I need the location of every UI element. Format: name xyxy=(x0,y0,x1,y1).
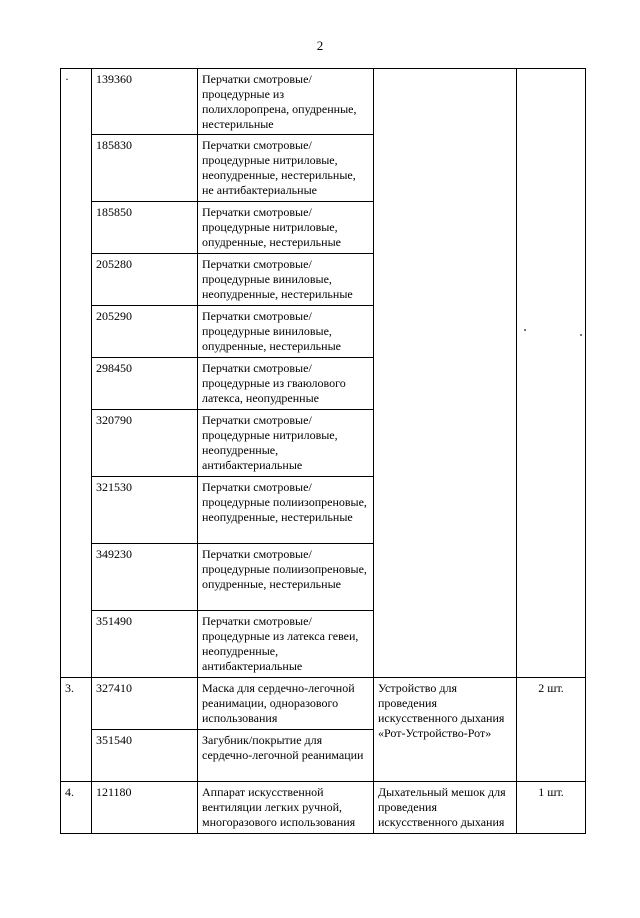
description-cell: Дыхательный мешок для проведения искусственного дыхания xyxy=(374,782,517,834)
item-code-cell: 121180 xyxy=(92,782,198,834)
item-code-cell: 349230 xyxy=(92,544,198,611)
item-name-cell: Маска для сердечно-легочной реанимации, одноразового использования xyxy=(198,678,374,730)
item-name-cell: Перчатки смотровые/ процедурные виниловые, неопудренные, нестерильные xyxy=(198,254,374,306)
quantity-cell: 2 шт. xyxy=(517,678,586,782)
item-name-cell: Перчатки смотровые/ процедурные нитриловые, неопудренные, антибактериальные xyxy=(198,410,374,477)
item-name-cell: Перчатки смотровые/ процедурные полиизопреновые, неопудренные, нестерильные xyxy=(198,477,374,544)
page-number: 2 xyxy=(316,38,324,53)
item-code-cell: 205280 xyxy=(92,254,198,306)
item-code-cell: 298450 xyxy=(92,358,198,410)
quantity-cell xyxy=(517,69,586,678)
item-code-cell: 205290 xyxy=(92,306,198,358)
row-number-cell: 3. xyxy=(61,678,92,782)
item-name-cell: Перчатки смотровые/ процедурные полиизопреновые, опудренные, нестерильные xyxy=(198,544,374,611)
item-name-cell: Перчатки смотровые/ процедурные из полихлоропрена, опудренные, нестерильные xyxy=(198,69,374,135)
item-code-cell: 327410 xyxy=(92,678,198,730)
scan-speck xyxy=(524,329,526,331)
table-row xyxy=(61,678,586,730)
item-name-cell: Аппарат искусственной вентиляции легких ручной, многоразового использования xyxy=(198,782,374,834)
item-code-cell: 139360 xyxy=(92,69,198,135)
item-code-cell: 185850 xyxy=(92,202,198,254)
item-name-cell: Перчатки смотровые/ процедурные виниловые, опудренные, нестерильные xyxy=(198,306,374,358)
item-name-cell: Перчатки смотровые/ процедурные из латекса гевеи, неопудренные, антибактериальные xyxy=(198,611,374,678)
continuation-marker: · xyxy=(65,72,69,86)
row-number-cell xyxy=(61,69,92,678)
item-code-cell: 185830 xyxy=(92,135,198,202)
item-code-cell: 320790 xyxy=(92,410,198,477)
table-row xyxy=(61,69,586,135)
item-name-cell: Перчатки смотровые/ процедурные из гваюлового латекса, неопудренные xyxy=(198,358,374,410)
medical-items-table xyxy=(60,68,586,834)
row-number-cell: 4. xyxy=(61,782,92,834)
item-name-cell: Перчатки смотровые/ процедурные нитриловые, опудренные, нестерильные xyxy=(198,202,374,254)
item-name-cell: Перчатки смотровые/ процедурные нитриловые, неопудренные, нестерильные, не антибактериальные xyxy=(198,135,374,202)
item-code-cell: 321530 xyxy=(92,477,198,544)
item-code-cell: 351490 xyxy=(92,611,198,678)
description-cell xyxy=(374,69,517,678)
table-row xyxy=(61,782,586,834)
quantity-cell: 1 шт. xyxy=(517,782,586,834)
item-code-cell: 351540 xyxy=(92,730,198,782)
description-cell: Устройство для проведения искусственного дыхания «Рот-Устройство-Рот» xyxy=(374,678,517,782)
item-name-cell: Загубник/покрытие для сердечно-легочной реанимации xyxy=(198,730,374,782)
scan-speck xyxy=(580,334,582,336)
